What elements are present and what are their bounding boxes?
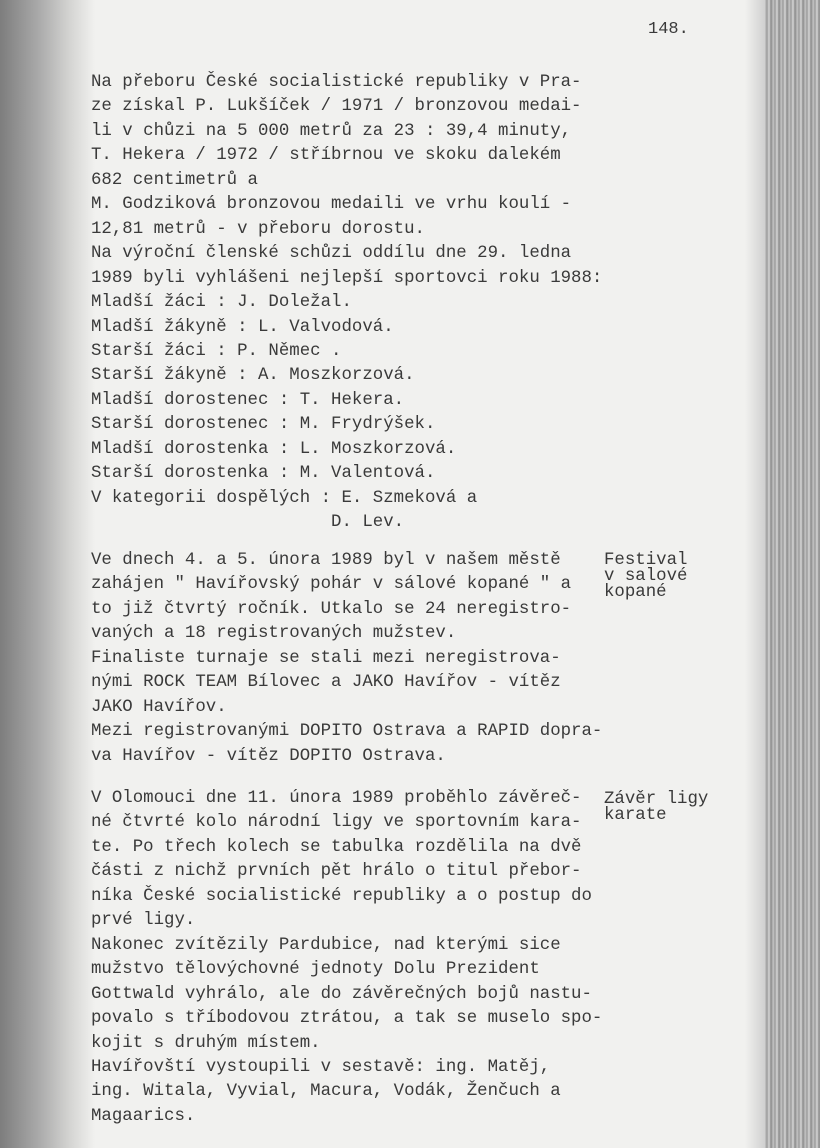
text-line: vaných a 18 registrovaných mužstev. bbox=[91, 624, 457, 644]
text-line: te. Po třech kolech se tabulka rozdělila na dvě bbox=[91, 837, 582, 857]
text-line: nými ROCK TEAM Bílovec a JAKO Havířov - vítěz bbox=[91, 673, 561, 693]
margin-note-karate bbox=[604, 792, 708, 824]
text-line: Magaarics. bbox=[91, 1106, 196, 1126]
text-line: Finaliste turnaje se stali mezi neregistrova- bbox=[91, 648, 561, 668]
text-line: Závěr ligy bbox=[604, 790, 709, 809]
text-line: Nakonec zvítězily Pardubice, nad kterými sice bbox=[91, 935, 561, 955]
text-line: Starší dorostenka : M. Valentová. bbox=[91, 464, 436, 484]
text-line: V kategorii dospělých : E. Szmeková a bbox=[91, 488, 478, 508]
text-line: v salové bbox=[604, 567, 688, 586]
text-line: D. Lev. bbox=[91, 513, 405, 533]
text-line: T. Hekera / 1972 / stříbrnou ve skoku dalekém bbox=[91, 146, 561, 166]
text-line: Gottwald vyhrálo, ale do závěrečných bojů nastu- bbox=[91, 984, 592, 1004]
text-line: Starší dorostenec : M. Frydrýšek. bbox=[91, 415, 436, 435]
text-line: karate bbox=[604, 806, 667, 825]
section-futsal-festival bbox=[91, 549, 602, 769]
text-line: 682 centimetrů a bbox=[91, 170, 258, 190]
text-line: JAKO Havířov. bbox=[91, 697, 227, 717]
text-line: kopané bbox=[604, 583, 667, 602]
section-karate-league bbox=[91, 787, 602, 1129]
text-line: kojit s druhým místem. bbox=[91, 1033, 321, 1053]
text-line: Mladší žákyně : L. Valvodová. bbox=[91, 317, 394, 337]
section-athletics-results bbox=[91, 71, 602, 536]
text-line: va Havířov - vítěz DOPITO Ostrava. bbox=[91, 746, 446, 766]
text-line: Havířovští vystoupili v sestavě: ing. Matěj, bbox=[91, 1057, 551, 1077]
text-line: části z nichž prvních pět hrálo o titul přebor- bbox=[91, 862, 582, 882]
text-line: Starší žáci : P. Němec . bbox=[91, 341, 342, 361]
text-line: ing. Witala, Vyvial, Macura, Vodák, Ženčuch a bbox=[91, 1082, 561, 1102]
text-line: prvé ligy. bbox=[91, 911, 196, 931]
page-stack-edge bbox=[765, 0, 820, 1148]
text-line: zahájen " Havířovský pohár v sálové kopané " a bbox=[91, 575, 572, 595]
text-line: 1989 byli vyhlášeni nejlepší sportovci roku 1988: bbox=[91, 268, 603, 288]
text-line: ze získal P. Lukšíček / 1971 / bronzovou medai- bbox=[91, 97, 582, 117]
text-line: Starší žákyně : A. Moszkorzová. bbox=[91, 366, 415, 386]
text-line: M. Godziková bronzovou medaili ve vrhu koulí - bbox=[91, 195, 572, 215]
text-line: Festival bbox=[604, 551, 688, 570]
text-line: to již čtvrtý ročník. Utkalo se 24 neregistro- bbox=[91, 599, 572, 619]
text-line: V Olomouci dne 11. února 1989 proběhlo závěreč- bbox=[91, 789, 582, 808]
text-line: Mezi registrovanými DOPITO Ostrava a RAPID dopra- bbox=[91, 722, 603, 742]
text-line: mužstvo tělovýchovné jednoty Dolu Prezident bbox=[91, 960, 540, 980]
text-line: Ve dnech 4. a 5. února 1989 byl v našem městě bbox=[91, 551, 561, 570]
text-line: li v chůzi na 5 000 metrů za 23 : 39,4 minuty, bbox=[91, 121, 572, 141]
text-line: Mladší dorostenka : L. Moszkorzová. bbox=[91, 439, 457, 459]
text-line: Na přeboru České socialistické republiky v Pra- bbox=[91, 73, 582, 92]
text-line: 12,81 metrů - v přeboru dorostu. bbox=[91, 219, 425, 239]
text-line: Na výroční členské schůzi oddílu dne 29. ledna bbox=[91, 244, 572, 264]
text-line: Mladší dorostenec : T. Hekera. bbox=[91, 390, 405, 410]
text-line: né čtvrté kolo národní ligy ve sportovním kara- bbox=[91, 813, 582, 833]
page-edge-fade bbox=[745, 0, 765, 1148]
book-binding-shadow bbox=[0, 0, 95, 1148]
text-line: povalo s tříbodovou ztrátou, a tak se muselo spo- bbox=[91, 1009, 603, 1029]
text-line: níka České socialistické republiky a o postup do bbox=[91, 886, 592, 906]
text-line: Mladší žáci : J. Doležal. bbox=[91, 293, 352, 313]
page-number: 148. bbox=[648, 20, 689, 39]
margin-note-festival bbox=[604, 553, 688, 601]
